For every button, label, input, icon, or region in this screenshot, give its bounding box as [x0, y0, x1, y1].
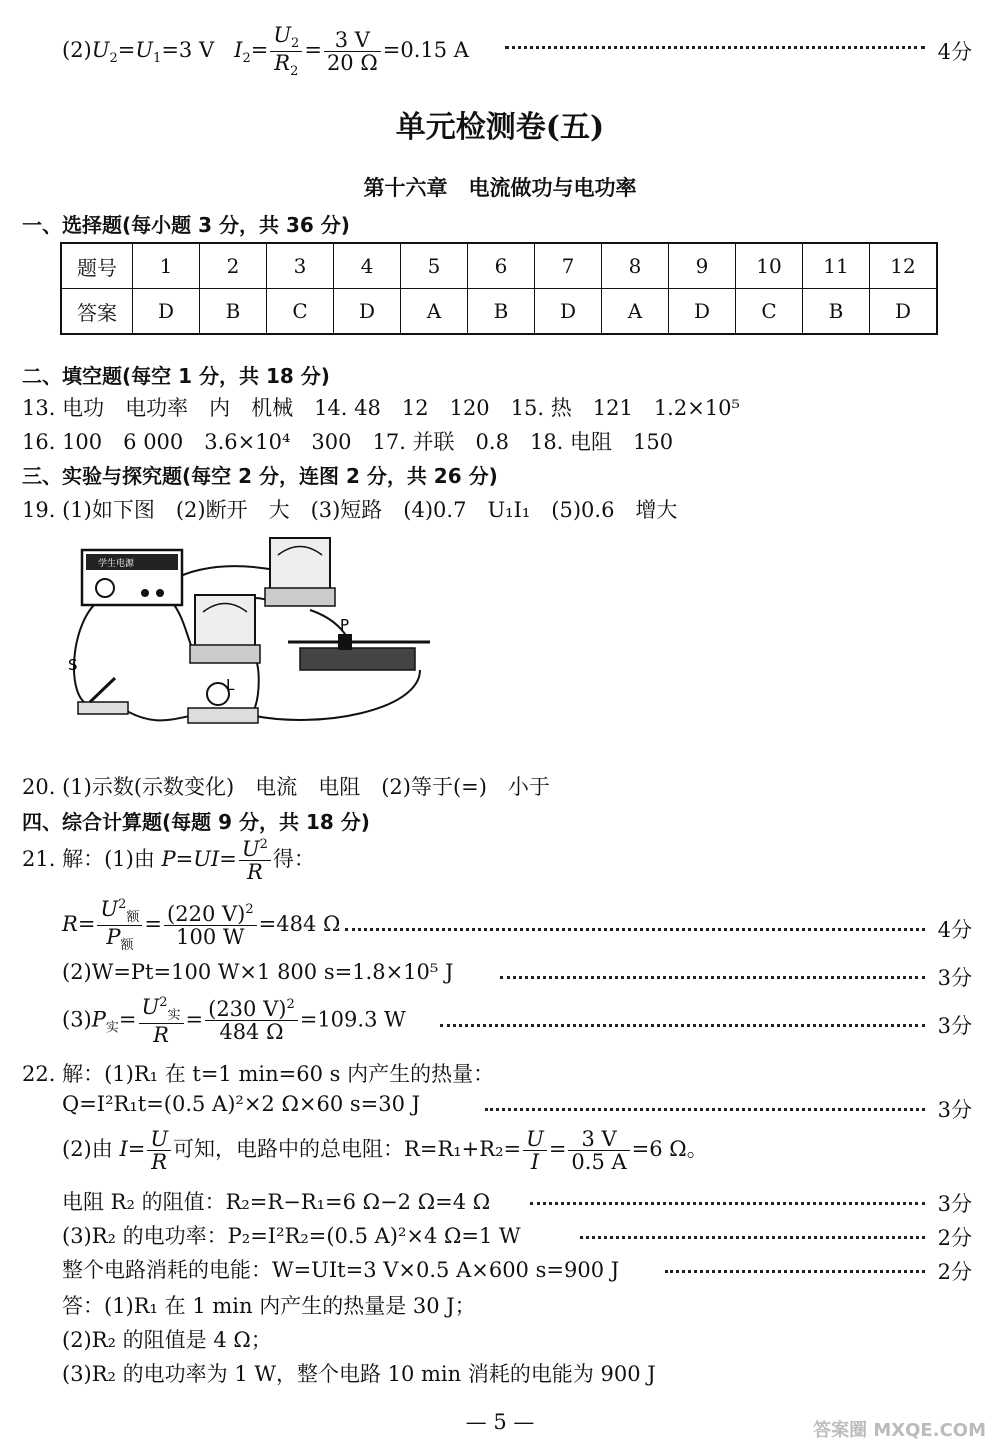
circuit-figure	[60, 530, 460, 740]
row-header: 题号	[61, 243, 133, 289]
answer-line: 20. (1)示数(示数变化) 电流 电阻 (2)等于(=) 小于	[22, 775, 550, 799]
section-heading: 二、填空题(每空 1 分，共 18 分)	[22, 364, 330, 388]
score: 3分	[937, 1192, 972, 1216]
slider-label: P	[340, 616, 350, 634]
answer-table	[60, 242, 938, 335]
q22-intro: 22. 解：(1)R₁ 在 t=1 min=60 s 内产生的热量：	[22, 1062, 495, 1086]
page-number: — 5 —	[465, 1410, 535, 1434]
answer-summary: 答：(1)R₁ 在 1 min 内产生的热量是 30 J；	[62, 1294, 476, 1318]
score: 4分	[937, 918, 972, 942]
answer-cell: C	[736, 289, 803, 335]
q21-intro: 21. 解：(1)由 P=UI= $\frac{U^2}{R}$ 得：	[22, 837, 315, 885]
dot-leader	[530, 1202, 925, 1205]
q21-step3: $(3)P_实=$ $\frac{U^2_实}{R}$ = $\frac{(230 V)^2}{484 \Omega}$ =109.3 W	[62, 995, 406, 1047]
score: 4分	[937, 40, 972, 64]
score: 2分	[937, 1226, 972, 1250]
question-number: 12	[870, 243, 938, 289]
fraction: $\frac{U^2_额}{P_额}$	[97, 898, 142, 953]
answer-cell: D	[334, 289, 401, 335]
dot-leader	[505, 46, 925, 49]
question-number: 6	[468, 243, 535, 289]
fraction: $\frac{U^2}{R}$	[239, 838, 271, 883]
switch	[68, 656, 128, 714]
answer-cell: A	[401, 289, 468, 335]
unit-title: 单元检测卷(五)	[395, 110, 605, 145]
answer-cell: D	[669, 289, 736, 335]
question-number: 7	[535, 243, 602, 289]
q21-step1: R= $\frac{U^2_额}{P_额}$ = $\frac{(220 V)^2}{100 W}$ =484 Ω	[62, 897, 341, 954]
answer-cell: A	[602, 289, 669, 335]
q22-line4: (3)R₂ 的电功率：P₂=I²R₂=(0.5 A)²×4 Ω=1 W	[62, 1224, 521, 1248]
dot-leader	[580, 1236, 925, 1239]
fraction: $\frac{U}{R}$	[147, 1128, 171, 1173]
q21-intro-end: 得：	[272, 847, 315, 872]
answer-cell: D	[870, 289, 938, 335]
section-heading: 三、实验与探究题(每空 2 分，连图 2 分，共 26 分)	[22, 464, 498, 488]
dot-leader	[345, 928, 925, 931]
question-number: 8	[602, 243, 669, 289]
switch-label: S	[68, 656, 78, 674]
score: 3分	[937, 1014, 972, 1038]
q22-line2: (2)由 I= $\frac{U}{R}$ 可知，电路中的总电阻：R=R₁+R₂= $\frac{U}{I}$ = $\frac{3 V}{0.5 A}$ =6 Ω。	[62, 1127, 708, 1175]
answer-cell: D	[535, 289, 602, 335]
dot-leader	[485, 1108, 925, 1111]
q22-line3: 电阻 R₂ 的阻值：R₂=R−R₁=6 Ω−2 Ω=4 Ω	[62, 1190, 491, 1214]
fraction: $\frac{3 V}{0.5 A}$	[568, 1128, 629, 1173]
score: 3分	[937, 966, 972, 990]
q22-line1: Q=I²R₁t=(0.5 A)²×2 Ω×60 s=30 J	[62, 1092, 421, 1116]
fraction: $\frac{U}{I}$	[523, 1128, 547, 1173]
fraction: $\frac{3 V}{20 \Omega}$	[324, 29, 381, 74]
q21-intro-text: 21. 解：(1)由	[22, 847, 155, 872]
score: 2分	[937, 1260, 972, 1284]
section-heading: 四、综合计算题(每题 9 分，共 18 分)	[22, 810, 370, 834]
question-number: 2	[200, 243, 267, 289]
voltmeter	[265, 538, 335, 606]
lamp-label: L	[226, 676, 235, 694]
fraction: $\frac{U^2_实}{R}$	[139, 996, 184, 1046]
question-number: 5	[401, 243, 468, 289]
lamp	[188, 676, 258, 723]
question-number: 9	[669, 243, 736, 289]
answer-cell: D	[133, 289, 200, 335]
answer-line: 13. 电功 电功率 内 机械 14. 48 12 120 15. 热 121 1.2×10⁵	[22, 396, 740, 420]
q21-step2: (2)W=Pt=100 W×1 800 s=1.8×10⁵ J	[62, 960, 454, 984]
top-formula-line: $(2)U_2=U_1=3$ V $I_2=$ $\frac{U_2}{R_2}$ = $\frac{3 V}{20 \Omega}$ =0.15 A	[62, 23, 469, 80]
chapter-title: 第十六章 电流做功与电功率	[363, 176, 637, 200]
q22-line2-mid: 可知，电路中的总电阻：R=R₁+R₂=	[173, 1137, 522, 1162]
dot-leader	[665, 1270, 925, 1273]
fraction: $\frac{U_2}{R_2}$	[270, 24, 302, 79]
q22-line2-pre: (2)由	[62, 1137, 113, 1162]
answer-cell: C	[267, 289, 334, 335]
answer-cell: B	[803, 289, 870, 335]
question-number: 3	[267, 243, 334, 289]
q22-line5: 整个电路消耗的电能：W=UIt=3 V×0.5 A×600 s=900 J	[62, 1258, 620, 1282]
power-supply	[82, 550, 182, 605]
dot-leader	[500, 976, 925, 979]
table-row	[61, 243, 937, 289]
question-number: 11	[803, 243, 870, 289]
fraction: $\frac{(220 V)^2}{100 W}$	[164, 903, 257, 948]
question-number: 10	[736, 243, 803, 289]
section-heading: 一、选择题(每小题 3 分，共 36 分)	[22, 213, 350, 237]
fraction: $\frac{(230 V)^2}{484 \Omega}$	[205, 998, 298, 1043]
answer-cell: B	[200, 289, 267, 335]
question-number: 1	[133, 243, 200, 289]
rheostat	[288, 616, 430, 670]
score: 3分	[937, 1098, 972, 1122]
row-header: 答案	[61, 289, 133, 335]
supply-label: 学生电源	[98, 559, 135, 569]
answer-summary: (3)R₂ 的电功率为 1 W，整个电路 10 min 消耗的电能为 900 J	[62, 1362, 656, 1386]
answer-line: 16. 100 6 000 3.6×10⁴ 300 17. 并联 0.8 18. 电阻 150	[22, 430, 674, 454]
answer-cell: B	[468, 289, 535, 335]
answer-summary: (2)R₂ 的阻值是 4 Ω；	[62, 1328, 272, 1352]
table-row	[61, 289, 937, 335]
q22-line2-end: =6 Ω。	[631, 1137, 708, 1162]
question-number: 4	[334, 243, 401, 289]
dot-leader	[440, 1024, 925, 1027]
answer-line: 19. (1)如下图 (2)断开 大 (3)短路 (4)0.7 U₁I₁ (5)0.6 增大	[22, 498, 678, 522]
ammeter	[190, 595, 260, 663]
top-line-label: (2)	[62, 37, 92, 62]
watermark: 答案圈 MXQE.COM	[813, 1420, 986, 1441]
